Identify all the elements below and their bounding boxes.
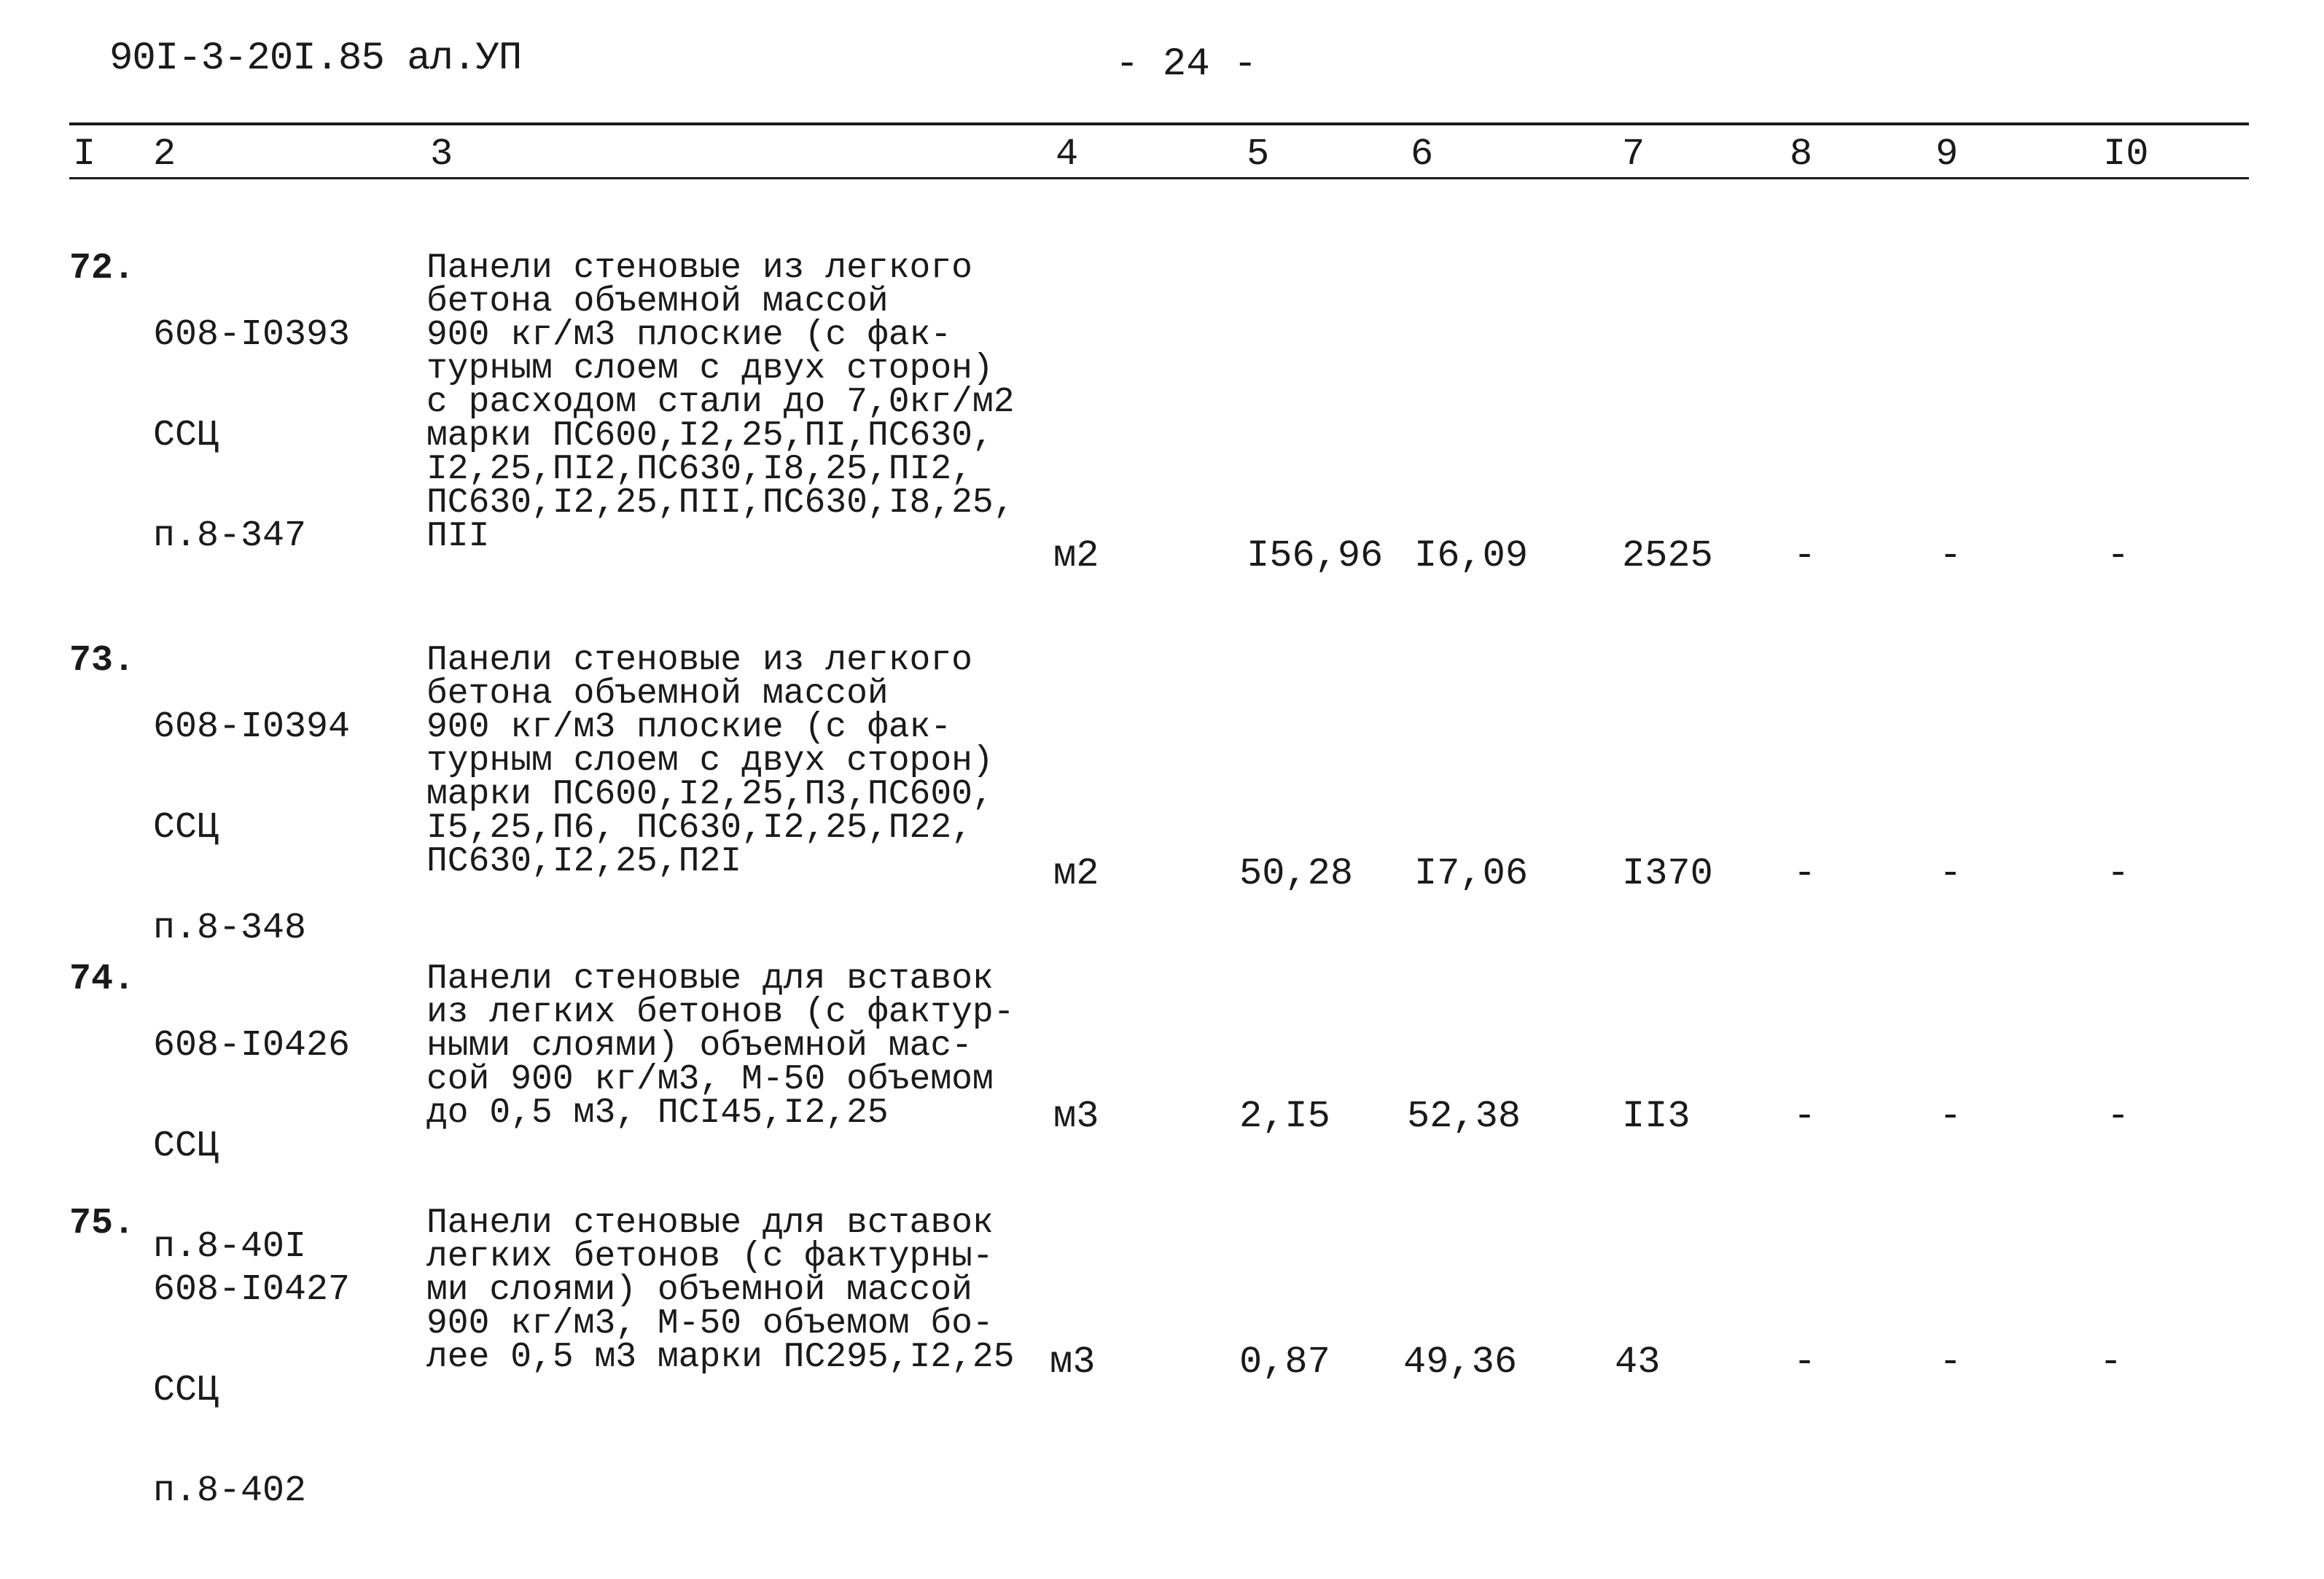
row-code-main: 608-I0426 (153, 1025, 351, 1067)
row-col8: - (1793, 1095, 1817, 1138)
column-header-8: 8 (1790, 133, 1813, 176)
row-col10: - (2107, 852, 2130, 895)
desc-line: до 0,5 м3, ПСI45,I2,25 (426, 1093, 889, 1133)
column-header-7: 7 (1622, 133, 1645, 176)
column-header-1: I (73, 133, 96, 176)
row-code-catalog: ССЦ (153, 1126, 219, 1167)
row-unit: м2 (1053, 534, 1099, 577)
row-code-main: 608-I0394 (153, 706, 351, 748)
desc-line: ПС630,I2,25,ПII,ПС630,I8,25, (426, 483, 1015, 523)
row-code-main: 608-I0393 (153, 314, 351, 356)
row-number: 73. (69, 640, 136, 682)
row-col10: - (2107, 1095, 2130, 1138)
desc-line: из легких бетонов (с фактур- (426, 993, 1015, 1032)
row-col10: - (2107, 534, 2130, 577)
table-top-rule (69, 122, 2249, 125)
row-code-item: п.8-40I (153, 1226, 307, 1268)
row-quantity: 2,I5 (1239, 1095, 1330, 1138)
row-number: 75. (69, 1203, 136, 1244)
row-code-catalog: ССЦ (153, 415, 219, 456)
desc-line: лее 0,5 м3 марки ПС295,I2,25 (426, 1338, 1015, 1377)
row-price: 52,38 (1407, 1095, 1521, 1138)
row-unit: м3 (1053, 1095, 1099, 1138)
row-number: 74. (69, 959, 136, 1000)
document-code: 90I-3-20I.85 ал.УП (109, 36, 522, 81)
row-price: 49,36 (1403, 1341, 1518, 1384)
desc-line: сой 900 кг/м3, М-50 объемом (426, 1060, 994, 1099)
desc-line: ПII (426, 517, 490, 556)
column-header-9: 9 (1935, 133, 1959, 176)
desc-line: 900 кг/м3 плоские (с фак- (426, 316, 952, 355)
desc-line: ПС630,I2,25,П2I (426, 842, 742, 881)
row-quantity: 0,87 (1239, 1341, 1330, 1384)
column-header-4: 4 (1056, 133, 1079, 176)
row-col8: - (1793, 852, 1817, 895)
row-code-catalog: ССЦ (153, 807, 219, 849)
desc-line: турным слоем с двух сторон) (426, 741, 994, 781)
desc-line: марки ПС600,I2,25,ПI,ПС630, (426, 416, 994, 456)
row-total: 2525 (1622, 534, 1713, 577)
row-col9: - (1939, 852, 1962, 895)
row-col8: - (1793, 534, 1817, 577)
desc-line: I2,25,ПI2,ПС630,I8,25,ПI2, (426, 450, 972, 489)
desc-line: Панели стеновые для вставок (426, 1204, 994, 1243)
row-description (426, 641, 1046, 881)
table-header-rule (69, 177, 2249, 179)
column-header-6: 6 (1411, 133, 1434, 176)
row-code (153, 252, 350, 620)
row-description (426, 249, 1046, 556)
desc-line: легких бетонов (с фактурны- (426, 1237, 994, 1276)
column-header-5: 5 (1247, 133, 1270, 176)
row-total: II3 (1622, 1095, 1691, 1138)
row-code (153, 1206, 350, 1575)
row-col8: - (1793, 1341, 1817, 1384)
column-header-2: 2 (153, 133, 176, 176)
desc-line: марки ПС600,I2,25,П3,ПС600, (426, 775, 994, 814)
desc-line: бетона объемной массой (426, 674, 889, 714)
desc-line: Панели стеновые для вставок (426, 959, 994, 999)
desc-line: турным слоем с двух сторон) (426, 349, 994, 389)
row-code (153, 644, 350, 1013)
row-total: 43 (1615, 1341, 1661, 1384)
desc-line: 900 кг/м3 плоские (с фак- (426, 708, 952, 747)
desc-line: с расходом стали до 7,0кг/м2 (426, 383, 1015, 422)
row-code-main: 608-I0427 (153, 1269, 351, 1311)
row-unit: м2 (1053, 852, 1099, 895)
row-code-item: п.8-348 (153, 908, 307, 949)
desc-line: 900 кг/м3, М-50 объемом бо- (426, 1304, 994, 1344)
column-header-3: 3 (430, 133, 453, 176)
row-number: 72. (69, 248, 136, 289)
row-description (426, 959, 1046, 1133)
row-code-catalog: ССЦ (153, 1370, 219, 1411)
desc-line: ми слоями) объемной массой (426, 1271, 972, 1310)
desc-line: бетона объемной массой (426, 282, 889, 321)
row-col9: - (1939, 1095, 1962, 1138)
page-number: - 24 - (1115, 42, 1257, 87)
desc-line: Панели стеновые из легкого (426, 641, 972, 680)
row-col9: - (1939, 1341, 1962, 1384)
row-code-item: п.8-402 (153, 1470, 307, 1512)
row-total: I370 (1622, 852, 1713, 895)
desc-line: ными слоями) объемной мас- (426, 1026, 972, 1066)
desc-line: Панели стеновые из легкого (426, 249, 972, 288)
row-description (426, 1204, 1046, 1377)
row-price: I7,06 (1414, 852, 1529, 895)
row-col10: - (2099, 1341, 2123, 1384)
row-col9: - (1939, 534, 1962, 577)
desc-line: I5,25,П6, ПС630,I2,25,П22, (426, 808, 972, 848)
row-unit: м3 (1050, 1341, 1096, 1384)
column-header-10: I0 (2103, 133, 2149, 176)
row-code-item: п.8-347 (153, 515, 307, 557)
row-price: I6,09 (1414, 534, 1529, 577)
row-quantity: 50,28 (1239, 852, 1354, 895)
row-quantity: I56,96 (1247, 534, 1384, 577)
